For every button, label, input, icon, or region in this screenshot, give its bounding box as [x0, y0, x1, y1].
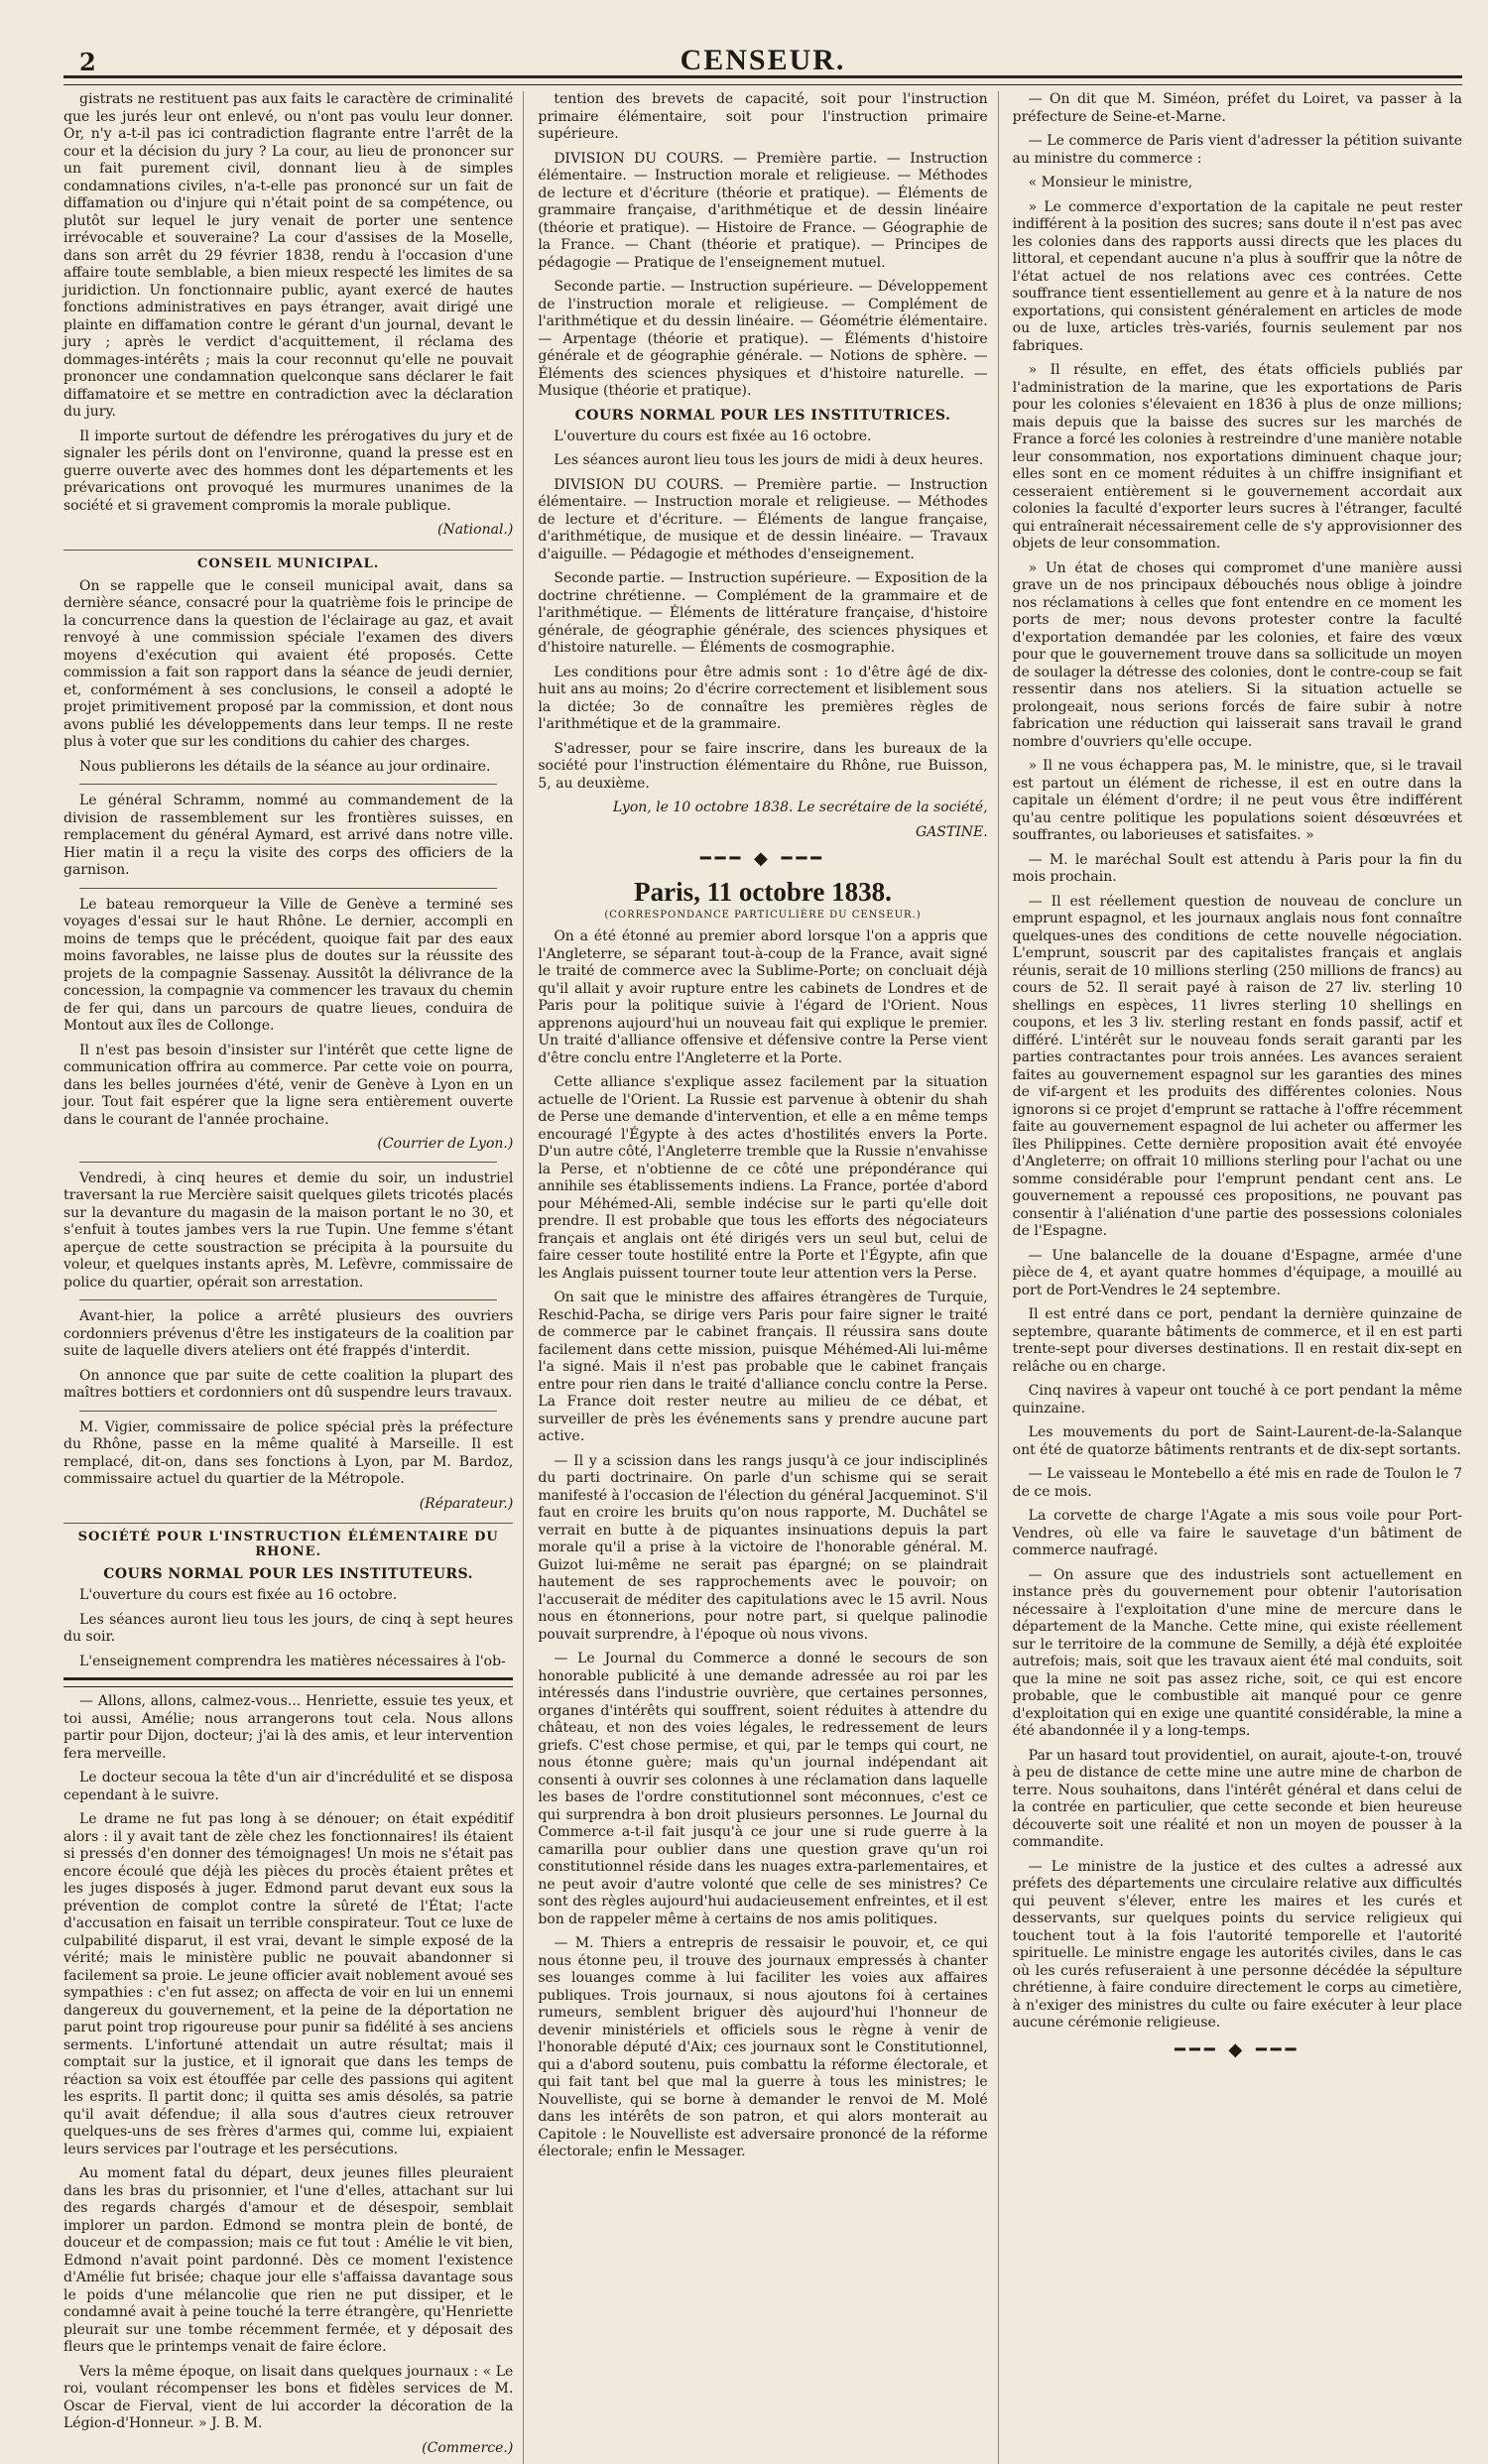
article-paragraph: On a été étonné au premier abord lorsque l'on a appris que l'Angleterre, se séparant tout-à-coup de la France, avait signé le traité de commerce avec la Sublime-Porte; on concluait déjà qu'il allait y avoir rupture entre les cabinets de Londres et de Paris pour la politique suivie à l'égard de l'Orient. Nous apprenons aujourd'hui un nouveau fait qui explique le premier. Un traité d'alliance offensive et défensive contre la Perse vient d'être conclu entre l'Angleterre et la Porte.: [538, 928, 988, 1066]
section-heading: SOCIÉTÉ POUR L'INSTRUCTION ÉLÉMENTAIRE DU RHONE.: [63, 1523, 513, 1559]
article-paragraph: Avant-hier, la police a arrêté plusieurs des ouvriers cordonniers prévenus d'être les instigateurs de la coalition par suite de laquelle divers ateliers ont été frappés d'interdit.: [63, 1308, 514, 1359]
article-paragraph: » Le commerce d'exportation de la capitale ne peut rester indifférent à la position des sucres; sans doute il n'est pas avec les colonies dans des rapports aussi directs que les places du littoral, et cependant aucune n'a plus à souffrir que la nôtre de l'état actuel de nos relations avec ces contrées. Cette souffrance tient essentiellement au genre et à la nature de nos exportations, qui consistent généralement en articles de mode ou de luxe, articles très-variés, fournis seulement par nos fabriques.: [1012, 198, 1462, 354]
article-paragraph: — On assure que des industriels sont actuellement en instance près du gouvernement pour obtenir l'autorisation nécessaire à l'exploitation d'une mine de mercure dans le département de la Manche. Cette mine, qui existe réellement sur le territoire de la commune de Semilly, a déjà été exploitée autrefois; mais, soit que les travaux aient été mal conduits, soit que la mine ne soit pas assez riche, soit, ce qui est encore probable, que le combustible ait manqué pour ce genre d'exploitation qui en exige une quantité considérable, la mine a été abandonnée il y a long-temps.: [1012, 1566, 1462, 1739]
divider: [79, 1162, 497, 1163]
article-paragraph: On sait que le ministre des affaires étrangères de Turquie, Reschid-Pacha, se dirige vers Paris pour faire signer le traité de commerce par le cabinet français. Il réussira sans doute facilement dans cette mission, puisque Méhémed-Ali lui-même l'a signé. Mais il n'est pas probable que le cabinet français entre pour rien dans le traité d'alliance conclu contre la Perse. La France doit rester neutre au milieu de ce débat, et surveiller de près les événements sans y prendre aucune part active.: [538, 1290, 988, 1444]
ornament-divider: ━━━ ◆ ━━━: [699, 848, 826, 869]
article-paragraph: — Le vaisseau le Montebello a été mis en rade de Toulon le 7 de ce mois.: [1012, 1466, 1462, 1500]
feuilleton-paragraph: Le drame ne fut pas long à se dénouer; on était expéditif alors : il y avait tant de zèle chez les fonctionnaires! ils étaient si pressés d'en donner des témoignages! Un mois ne s'était pas encore écoulé que déjà les pièces du procès étaient prêtes et les juges disposés à juger. Edmond parut devant eux sous la prévention de complot contre la sûreté de l'État; l'acte d'accusation en faisait un terrible conspirateur. Tout ce luxe de culpabilité disparut, il est vrai, devant le simple exposé de la vérité; mais le ministère public ne pouvait abandonner si facilement sa proie. Le jeune officier avait noblement avoué ses sympathies : c'en fut assez; on affecta de voir en lui un ennemi dangereux du gouvernement, et la peine de la déportation ne parut point trop rigoureuse pour punir sa fidélité à ses anciens serments. L'infortuné attendait un autre résultat; mais il comptait sur la justice, et il ignorait que dans les temps de réaction sa voix est étouffée par celle des passions qui agitent les esprits. Il partit donc; il quitta ses amis désolés, sa patrie qu'il avait défendue; il alla sous d'autres cieux retrouver quelques-uns de ses frères d'armes qui, comme lui, expiaient leurs services par l'outrage et les persécutions.: [63, 1811, 514, 2157]
column-3: [1013, 91, 1462, 2464]
article-paragraph: Le général Schramm, nommé au commandement de la division de rassemblement sur les frontières suisses, en remplacement du général Aymard, est arrivé dans notre ville. Hier matin il a reçu la visite des corps des officiers de la garnison.: [63, 793, 514, 878]
journal-title: CENSEUR.: [680, 44, 846, 76]
feuilleton-paragraph: — Allons, allons, calmez-vous... Henriette, essuie tes yeux, et toi aussi, Amélie; nous arrangerons tout cela. Nous allons partir pour Dijon, docteur; j'ai là des amis, et leur intervention fera merveille.: [63, 1693, 514, 1762]
article-paragraph: Les mouvements du port de Saint-Laurent-de-la-Salanque ont été de quatorze bâtiments rentrants et de dix-sept sortants.: [1012, 1424, 1462, 1458]
article-paragraph: Par un hasard tout providentiel, on aurait, ajoute-t-on, trouvé à peu de distance de cette mine une autre mine de charbon de terre. Nous souhaitons, dans l'intérêt général et dans celui de la contrée en particulier, que cette seconde et bien heureuse découverte soit une réalité et non un moyen de pousser à la commandite.: [1012, 1747, 1462, 1850]
column-1: [63, 91, 524, 2464]
divider: [79, 784, 497, 785]
divider: [79, 888, 497, 889]
feuilleton-paragraph: Au moment fatal du départ, deux jeunes filles pleuraient dans les bras du prisonnier, et l'une d'elles, attachant sur lui des regards chargés d'amour et de désespoir, semblait implorer un pardon. Edmond se montra plein de bonté, de douceur et de compassion; mais ce fut tout : Amélie le vit bien, Edmond n'avait point pardonné. Dès ce moment l'existence d'Amélie fut brisée; chaque jour elle s'affaissa davantage sous le poids d'une mélancolie que rien ne put dissiper, et le condamné avait à peine touché la terre étrangère, qu'Henriette pleurait sur une tombe récemment fermée, et y déposait des fleurs que le printemps venait de faire éclore.: [63, 2165, 514, 2355]
divider: [79, 1411, 497, 1412]
article-paragraph: » Il ne vous échappera pas, M. le ministre, que, si le travail est partout un élément de richesse, il est en outre dans la capitale un élément d'ordre; il ne peut vous être indifférent qu'au centre politique les populations soient désœuvrées et souffrantes, ou laborieuses et satisfaites. »: [1012, 758, 1462, 843]
section-subheading: COURS NORMAL POUR LES INSTITUTEURS.: [103, 1566, 474, 1582]
article-paragraph: tention des brevets de capacité, soit pour l'instruction primaire élémentaire, soit pour l'instruction primaire supérieure.: [538, 91, 988, 142]
article-paragraph: — Le commerce de Paris vient d'adresser la pétition suivante au ministre du commerce :: [1012, 133, 1462, 167]
article-paragraph: L'enseignement comprendra les matières nécessaires à l'ob-: [79, 1653, 506, 1669]
feuilleton-paragraph: Le docteur secoua la tête d'un air d'incrédulité et se disposa cependant à le suivre.: [63, 1770, 514, 1803]
ornament-divider: ━━━ ◆ ━━━: [1175, 2038, 1301, 2060]
article-paragraph: S'adresser, pour se faire inscrire, dans les bureaux de la société pour l'instruction élémentaire du Rhône, rue Buisson, 5, au deuxième.: [538, 740, 988, 792]
signature-line: Lyon, le 10 octobre 1838. Le secrétaire de la société,: [612, 800, 988, 815]
page-number: 2: [79, 48, 96, 76]
article-paragraph: DIVISION DU COURS. — Première partie. — Instruction élémentaire. — Instruction morale et religieuse. — Méthodes de lecture et d'écriture. — Éléments de langue française, d'arithmétique, de musique et de dessin linéaire. — Travaux d'aiguille. — Pédagogie et méthodes d'enseignement.: [538, 476, 988, 562]
source-attribution: (National.): [436, 522, 514, 538]
columns: [63, 91, 1462, 2464]
signature-name: GASTINE.: [915, 823, 988, 840]
article-paragraph: — Il est réellement question de nouveau de conclure un emprunt espagnol, et les journaux anglais nous font connaître quelques-unes des conditions de cette nouvelle négociation. L'emprunt, souscrit par des capitalistes français et anglais réunis, serait de 10 millions sterling (250 millions de francs) au cours de 52. Il serait payé à raison de 27 liv. sterling 10 shellings en espèces, 11 livres sterling 10 shellings en coupons, et les 3 liv. sterling restant en fonds passif, actif et différé. L'intérêt sur le nouveau fonds serait garanti par les parties contractantes pour trois années. Les avances seraient faites au gouvernement espagnol sur les garanties des mines de vif-argent et les produits des différentes colonies. Nous ignorons si ce projet d'emprunt se rattache à l'offre récemment faite au gouvernement espagnol de lui acheter ou affermer les îles Philippines. Cette dernière proposition avait été envoyée d'Angleterre; on offrait 10 millions sterling pour l'achat ou une somme considérable pour l'emprunt pendant cent ans. Le gouvernement a repoussé ces propositions, ne pouvant pas consentir à l'aliénation d'une partie des possessions coloniales de l'Espagne.: [1012, 893, 1462, 1239]
article-paragraph: Cette alliance s'explique assez facilement par la situation actuelle de l'Orient. La Russie est parvenue à obtenir du shah de Perse une demande d'intervention, et elle a en même temps encouragé l'Égypte à des actes d'hostilités envers la Porte. D'un autre côté, l'Angleterre tremble que la Russie n'envahisse la Perse, et n'obtienne de ce côté une prépondérance qui annihile ses établissements indiens. La France, portée d'abord pour Méhémed-Ali, semble indécise sur le parti qu'elle doit prendre. Il est probable que tous les efforts des négociateurs français et anglais ont été dirigés vers un seul but, celui de faire cesser toute hostilité entre la Porte et l'Égypte, afin que les Anglais puissent tourner toute leur attention vers la Perse.: [538, 1074, 988, 1282]
article-paragraph: — Il y a scission dans les rangs jusqu'à ce jour indisciplinés du parti doctrinaire. On parle d'un schisme qui se serait manifesté à l'occasion de l'élection du général Jacqueminot. S'il faut en croire les bruits qu'on nous rapporte, M. Duchâtel se verrait en butte à de piquantes insinuations depuis la part morale qu'il a prise à la victoire de l'honorable général. M. Guizot lui-même ne serait pas épargné; on se plaindrait hautement de ses rapprochements avec le pouvoir; on l'accuserait de méditer des capitulations avec le 15 avril. Nous nous en étonnerions, pour notre part, si quelque palinodie pouvait surprendre, à l'époque où nous vivons.: [538, 1452, 988, 1643]
section-subheading: COURS NORMAL POUR LES INSTITUTRICES.: [574, 407, 951, 424]
article-paragraph: Le bateau remorqueur la Ville de Genève a terminé ses voyages d'essai sur le haut Rhône. Le dernier, accompli en moins de temps que le précédent, quoique fait par des eaux moins favorables, ne laisse plus de doutes sur la réussite des projets de la compagnie Sassenay. Aussitôt la délivrance de la concession, la compagnie va commencer les travaux du chemin de fer qui, dans un parcours de quatre lieues, conduira de Montout aux îles de Collonge.: [63, 896, 514, 1034]
article-paragraph: Les séances auront lieu tous les jours, de cinq à sept heures du soir.: [63, 1611, 514, 1645]
feuilleton-paragraph: Vers la même époque, on lisait dans quelques journaux : « Le roi, voulant récompenser les bons et fidèles services de M. Oscar de Fierval, vient de lui accorder la décoration de la Légion-d'Honneur. » J. B. M.: [63, 2363, 514, 2431]
article-paragraph: Il importe surtout de défendre les prérogatives du jury et de signaler les périls dont on l'environne, quand la presse est en guerre ouverte avec des hommes dont les départements et les prévarications ont provoqué les murmures unanimes de la société et si gravement compromis la morale publique.: [63, 428, 514, 514]
article-paragraph: L'ouverture du cours est fixée au 16 octobre.: [79, 1587, 398, 1603]
article-paragraph: La corvette de charge l'Agate a mis sous voile pour Port-Vendres, où elle va faire le sauvetage d'un bâtiment de commerce naufragé.: [1012, 1508, 1462, 1558]
masthead: [63, 20, 1462, 75]
article-paragraph: » Un état de choses qui compromet d'une manière aussi grave un de nos principaux débouchés nous oblige à joindre nos réclamations à celles que font entendre en ce moment les ports de mer; nous devons protester contre la faculté d'exportation demandée par les colonies, et faire des vœux pour que le gouvernement trouve dans sa sollicitude un moyen de soulager la détresse des colonies, dont le contre-coup se fait ressentir dans nos ateliers. Si la situation actuelle se prolongeait, nous serions forcés de faire subir à notre fabrication une réduction qui laisserait sans travail le grand nombre d'ouvriers qu'elle occupe.: [1012, 559, 1462, 750]
article-paragraph: » Il résulte, en effet, des états officiels publiés par l'administration de la marine, que les exportations de Paris pour les colonies s'élevaient en 1836 à plus de onze millions; mais depuis que la baisse des sucres sur les marchés de France a forcé les colonies à restreindre d'une manière notable leur consommation, nos exportations diminuent chaque jour; elles sont en ce moment réduites à un chiffre insignifiant et cesseraient entièrement si le gouvernement accordait aux colonies la faculté d'exporter leurs sucres à l'étranger, faculté qui entraînerait nécessairement celle de s'y approvisionner des objets de leur consommation.: [1012, 362, 1462, 552]
article-paragraph: « Monsieur le ministre,: [1028, 175, 1193, 190]
column-2: [538, 91, 998, 2464]
section-heading: CONSEIL MUNICIPAL.: [63, 550, 513, 571]
article-paragraph: Vendredi, à cinq heures et demie du soir, un industriel traversant la rue Mercière saisit quelques gilets tricotés placés sur la devanture du magasin de la maison portant le no 30, et s'enfuit à toutes jambes vers la rue Tupin. Une femme s'étant aperçue de cette soustraction se précipita à la poursuite du voleur, et quelques instants après, M. Lefèvre, commissaire de police du quartier, opérait son arrestation.: [63, 1170, 514, 1291]
article-paragraph: On annonce que par suite de cette coalition la plupart des maîtres bottiers et cordonniers ont dû suspendre leurs travaux.: [63, 1367, 514, 1401]
article-paragraph: Les séances auront lieu tous les jours de midi à deux heures.: [554, 452, 984, 468]
dateline-subtitle: (CORRESPONDANCE PARTICULIÈRE DU CENSEUR.): [604, 910, 922, 921]
article-paragraph: gistrats ne restituent pas aux faits le caractère de criminalité que les jurés leur ont enlevé, ou n'ont pas voulu leur donner. Or, n'y a-t-il pas ici contradiction flagrante entre l'arrêt de la cour et la décision du jury ? La cour, au lieu de prononcer sur un fait purement civil, donnant lieu à de simples condamnations civiles, n'a-t-elle pas prononcé sur un fait de diffamation ou d'injure qui n'était point de sa compétence, ou plutôt sur lequel le jury venait de porter une sentence irrévocable et souveraine? La cour d'assises de la Moselle, dans son arrêt du 29 février 1838, rendu à l'occasion d'une affaire toute semblable, a bien mieux respecté les limites de sa juridiction. Un fonctionnaire public, ayant exercé de hautes fonctions administratives en pays étranger, avait dirigé une plainte en diffamation contre le gérant d'un journal, devant le jury ; après le verdict d'acquittement, il réclama des dommages-intérêts ; mais la cour reconnut qu'elle ne pouvait prononcer une condamnation quelconque sans déclarer le fait diffamatoire et se mettre en contradiction avec la déclaration du jury.: [63, 91, 514, 420]
article-paragraph: DIVISION DU COURS. — Première partie. — Instruction élémentaire. — Instruction morale et religieuse. — Méthodes de lecture et d'écriture (théorie et pratique). — Éléments de grammaire française, d'arithmétique et de dessin linéaire (théorie et pratique). — Histoire de France. — Géographie de la France. — Chant (théorie et pratique). — Principes de pédagogie — Pratique de l'enseignement mutuel.: [538, 150, 988, 271]
article-paragraph: M. Vigier, commissaire de police spécial près la préfecture du Rhône, passe en la même qualité à Marseille. Il est remplacé, dit-on, dans ses fonctions à Lyon, par M. Bardoz, commissaire actuel du quartier de la Métropole.: [63, 1418, 514, 1487]
article-paragraph: Il n'est pas besoin d'insister sur l'intérêt que cette ligne de communication offrira au commerce. Par cette voie on pourra, dans les belles journées d'été, venir de Genève à Lyon en un jour. Tout fait espérer que la ligne sera entièrement ouverte dans le courant de l'année prochaine.: [63, 1042, 514, 1128]
article-paragraph: — M. Thiers a entrepris de ressaisir le pouvoir, et, ce qui nous étonne peu, il trouve des journaux empressés à chanter ses louanges comme à lui faciliter les voies aux affaires publiques. Trois journaux, si nous ajoutons foi à certaines rumeurs, semblent briguer dès aujourd'hui l'honneur de devenir ministériels et officiels sous le règne à venir de l'honorable député d'Aix; ces journaux sont le Constitutionnel, qui a d'abord soutenu, puis combattu la réforme électorale, et qui fait tant bel que mal la guerre à tous les ministres; le Nouvelliste, qui se borne à demander le renvoi de M. Molé dans les intérêts de son patron, et qui alors monterait au Capitole : le Nouvelliste est adversaire prononcé de la réforme électorale; enfin le Messager.: [538, 1935, 988, 2159]
feuilleton-rule: [63, 1677, 513, 1687]
article-paragraph: Les conditions pour être admis sont : 1o d'être âgé de dix-huit ans au moins; 2o d'écrire correctement et lisiblement sous la dictée; 3o de connaître les premières règles de l'arithmétique et de la grammaire.: [538, 664, 988, 732]
article-paragraph: — Le ministre de la justice et des cultes a adressé aux préfets des départements une circulaire relative aux difficultés qui peuvent s'élever, entre les maires et les curés et desservants, sur quelques points du service religieux qui touchent tout à la fois l'autorité temporelle et l'autorité spirituelle. Le ministre engage les autorités civiles, dans le cas où les curés refuseraient à une personne décédée la sépulture chrétienne, à faire conduire directement le corps au cimetière, à n'exiger des ministres du culte ou faire exécuter à leur place aucune cérémonie religieuse.: [1012, 1858, 1462, 2031]
article-paragraph: — Une balancelle de la douane d'Espagne, armée d'une pièce de 4, et ayant quatre hommes d'équipage, a mouillé au port de Port-Vendres le 24 septembre.: [1012, 1247, 1462, 1298]
article-paragraph: Seconde partie. — Instruction supérieure. — Développement de l'instruction morale et religieuse. — Complément de l'arithmétique et du dessin linéaire. — Géométrie élémentaire. — Arpentage (théorie et pratique). — Éléments d'histoire générale et de géographie générale. — Notions de sphère. — Éléments des sciences physiques et d'histoire naturelle. — Musique (théorie et pratique).: [538, 279, 988, 399]
source-attribution: (Commerce.): [422, 2439, 514, 2456]
source-attribution: (Courrier de Lyon.): [377, 1136, 514, 1152]
divider: [79, 1299, 497, 1300]
article-paragraph: — Le Journal du Commerce a donné le secours de son honorable publicité à une demande adressée au roi par les intéressés dans l'industrie ouvrière, que certaines personnes, organes d'intérêts qui souffrent, soient réduites à attendre du château, et non des voies légales, le redressement de leurs griefs. C'est chose permise, et qui, par le temps qui court, ne nous étonne guère; mais qu'un journal indépendant ait consenti à ouvrir ses colonnes à une réclamation dans laquelle les bases de l'ordre constitutionnel sont méconnues, c'est ce qui surprendra à bon droit plusieurs personnes. Le Journal du Commerce a-t-il fait jusqu'à ce jour une si rude guerre à la camarilla pour oublier dans une question grave qu'un roi constitutionnel réside dans les nuages extra-parlementaires, et ne peut avoir d'autre volonté que celle de ses ministres? Ce sont des règles aujourd'hui audacieusement enfreintes, et il est bon de rappeler même à certains de nos amis politiques.: [538, 1651, 988, 1927]
dateline: Paris, 11 octobre 1838.: [634, 877, 892, 907]
source-attribution: (Réparateur.): [419, 1495, 514, 1512]
article-paragraph: — M. le maréchal Soult est attendu à Paris pour la fin du mois prochain.: [1012, 851, 1462, 885]
article-paragraph: — On dit que M. Siméon, préfet du Loiret, va passer à la préfecture de Seine-et-Marne.: [1012, 91, 1462, 125]
article-paragraph: Nous publierons les détails de la séance au jour ordinaire.: [79, 758, 491, 775]
article-paragraph: Il est entré dans ce port, pendant la dernière quinzaine de septembre, quarante bâtiments de commerce, et il en est parti trente-sept pour diverses destinations. Il en restait dix-sept en relâche ou en charge.: [1012, 1306, 1462, 1375]
article-paragraph: Seconde partie. — Instruction supérieure. — Exposition de la doctrine chrétienne. — Complément de la grammaire et de l'arithmétique. — Éléments de littérature française, d'histoire générale, de géographie générale, des sciences physiques et d'histoire naturelle. — Éléments de cosmographie.: [538, 570, 988, 656]
article-paragraph: Cinq navires à vapeur ont touché à ce port pendant la même quinzaine.: [1012, 1383, 1462, 1417]
article-paragraph: On se rappelle que le conseil municipal avait, dans sa dernière séance, consacré pour la quatrième fois le principe de la concurrence dans la question de l'éclairage au gaz, et avait renvoyé à une commission spéciale l'examen des divers moyens d'exécution qui avaient été proposés. Cette commission a fait son rapport dans la séance de jeudi dernier, et, conformément à ses conclusions, le conseil a adopté le projet primitivement proposé par la commission, et dont nous avons publié les développements dans leur temps. Il ne reste plus à voter que sur les conditions du cahier des charges.: [63, 577, 514, 750]
article-paragraph: L'ouverture du cours est fixée au 16 octobre.: [554, 428, 872, 444]
